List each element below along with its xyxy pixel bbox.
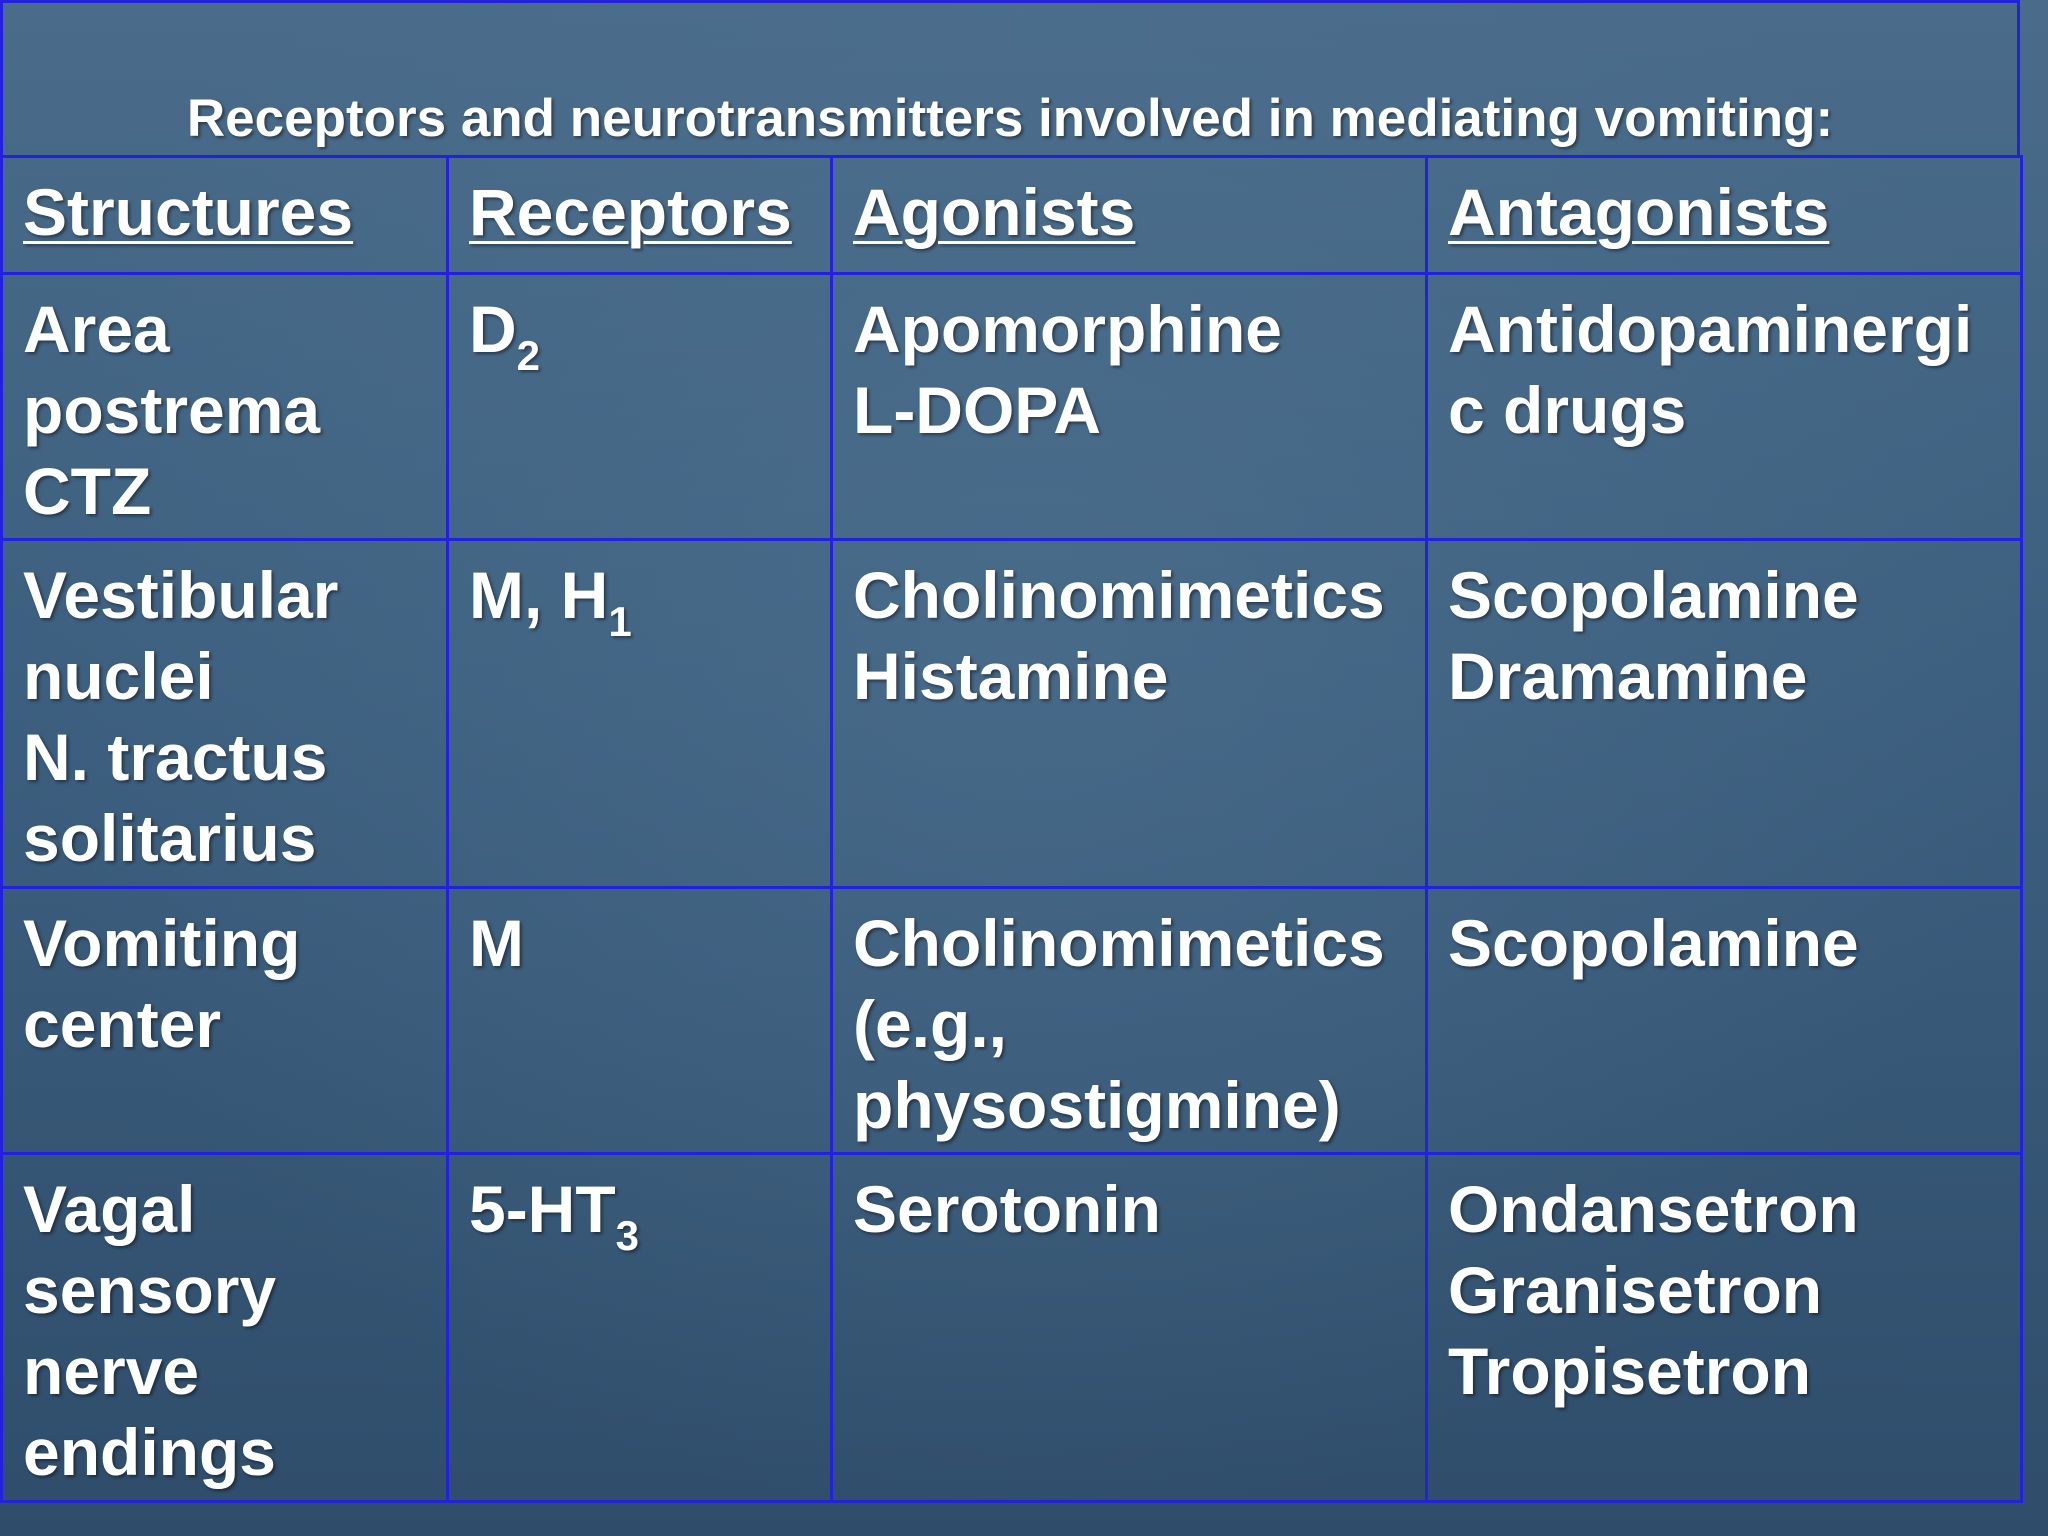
structure-line: center — [23, 987, 222, 1061]
antagonist-line: Granisetron — [1448, 1253, 1823, 1327]
receptor-cell — [448, 888, 832, 1154]
structure-line: Area — [23, 292, 170, 366]
table-header-row — [2, 157, 2022, 274]
agonists-cell — [832, 888, 1427, 1154]
receptor-label: $5-HT_3$ — [469, 1172, 640, 1259]
table-row — [2, 888, 2022, 1154]
structure-line: N. tractus — [23, 720, 328, 794]
structure-line: CTZ — [23, 454, 152, 528]
antagonist-line: Scopolamine — [1448, 558, 1859, 632]
receptor-label: M — [469, 906, 524, 980]
table-row — [2, 274, 2022, 540]
table-row — [2, 540, 2022, 888]
header-agonists: Agonists — [832, 157, 1427, 274]
agonist-line: Cholinomimetics — [853, 558, 1385, 632]
agonist-line: (e.g., — [853, 987, 1008, 1061]
agonists-cell — [832, 1154, 1427, 1502]
antagonist-line: Ondansetron — [1448, 1172, 1859, 1246]
agonists-cell — [832, 274, 1427, 540]
header-receptors: Receptors — [448, 157, 832, 274]
structure-line: Vagal — [23, 1172, 196, 1246]
structure-line: nuclei — [23, 639, 214, 713]
agonist-line: physostigmine) — [853, 1068, 1341, 1142]
title-row — [0, 0, 2020, 157]
receptor-cell — [448, 540, 832, 888]
antagonist-line: Tropisetron — [1448, 1334, 1812, 1408]
antagonist-line: Scopolamine — [1448, 906, 1859, 980]
header-structures: Structures — [2, 157, 448, 274]
table-row — [2, 1154, 2022, 1502]
antagonists-cell — [1427, 540, 2022, 888]
structure-line: sensory — [23, 1253, 277, 1327]
receptor-cell — [448, 274, 832, 540]
structures-cell — [2, 1154, 448, 1502]
structure-line: Vestibular — [23, 558, 339, 632]
agonist-line: L-DOPA — [853, 373, 1102, 447]
antagonist-line: c drugs — [1448, 373, 1687, 447]
structures-cell — [2, 274, 448, 540]
header-antagonists: Antagonists — [1427, 157, 2022, 274]
slide-title: Receptors and neurotransmitters involved in mediating vomiting: — [186, 89, 1834, 148]
agonist-line: Serotonin — [853, 1172, 1161, 1246]
structure-line: nerve — [23, 1334, 200, 1408]
structure-line: endings — [23, 1415, 277, 1489]
antagonist-line: Antidopaminergi — [1448, 292, 1973, 366]
structure-line: solitarius — [23, 801, 317, 875]
receptor-cell — [448, 1154, 832, 1502]
structures-cell — [2, 540, 448, 888]
receptor-table — [0, 155, 2023, 1503]
receptor-label: $D_2$ — [469, 292, 541, 379]
structures-cell — [2, 888, 448, 1154]
agonist-line: Apomorphine — [853, 292, 1282, 366]
antagonists-cell — [1427, 274, 2022, 540]
agonist-line: Histamine — [853, 639, 1169, 713]
antagonists-cell — [1427, 1154, 2022, 1502]
antagonist-line: Dramamine — [1448, 639, 1808, 713]
receptor-label: M, $H_1$ — [469, 558, 632, 645]
agonists-cell — [832, 540, 1427, 888]
structure-line: Vomiting — [23, 906, 301, 980]
agonist-line: Cholinomimetics — [853, 906, 1385, 980]
antagonists-cell — [1427, 888, 2022, 1154]
structure-line: postrema — [23, 373, 321, 447]
